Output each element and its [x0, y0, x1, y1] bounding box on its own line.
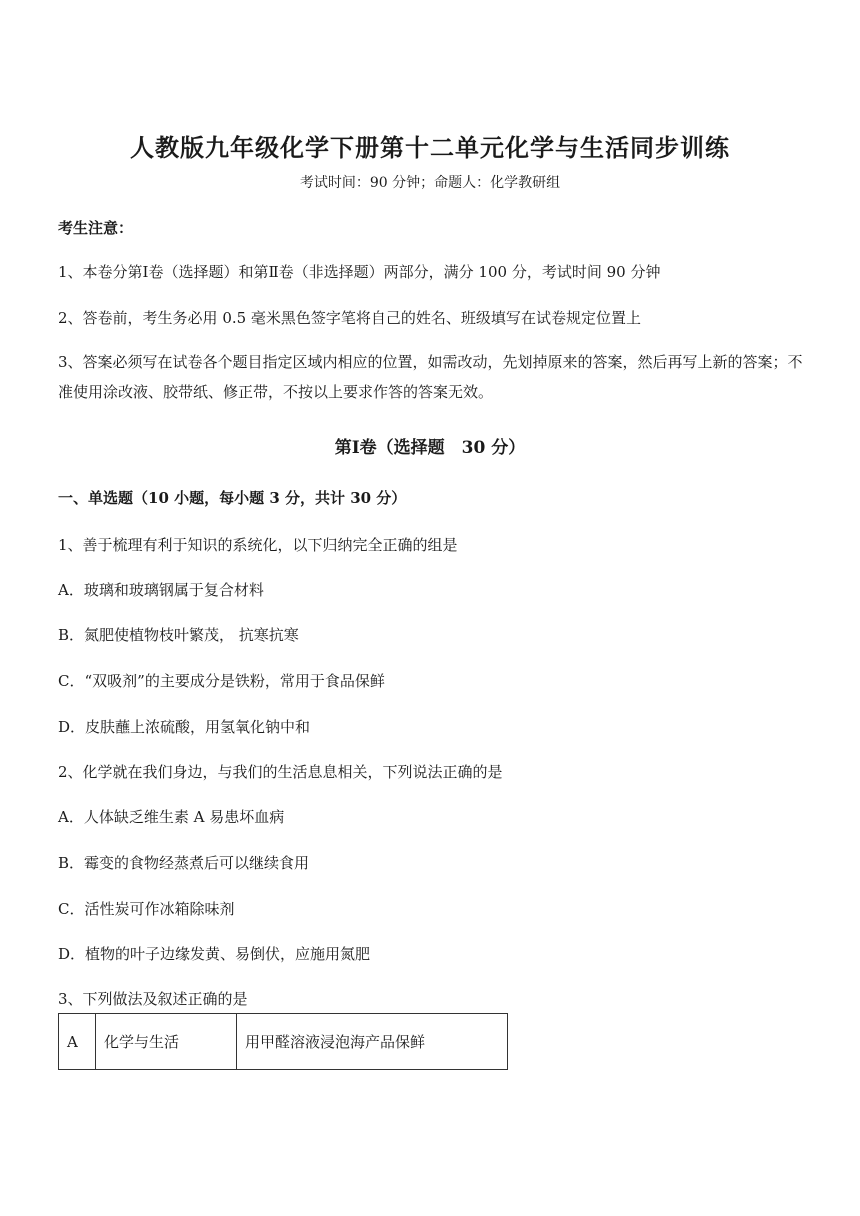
notice-item-1: 1、本卷分第Ⅰ卷（选择题）和第Ⅱ卷（非选择题）两部分，满分 100 分，考试时间 90 分钟 [58, 263, 661, 281]
table-cell: 用甲醛溶液浸泡海产品保鲜 [237, 1014, 508, 1070]
question-3-table [58, 1013, 508, 1070]
table-row [59, 1014, 508, 1070]
question-option: B．霉变的食物经蒸煮后可以继续食用 [58, 854, 310, 872]
notice-item-3: 3、答案必须写在试卷各个题目指定区域内相应的位置，如需改动，先划掉原来的答案，然后再写上新的答案；不准使用涂改液、胶带纸、修正带，不按以上要求作答的答案无效。 [58, 353, 803, 401]
question-option: C．“双吸剂”的主要成分是铁粉，常用于食品保鲜 [58, 672, 385, 690]
question-option: C．活性炭可作冰箱除味剂 [58, 900, 235, 918]
question-option: D．植物的叶子边缘发黄、易倒伏，应施用氮肥 [58, 945, 371, 963]
notice-item-2: 2、答卷前，考生务必用 0.5 毫米黑色签字笔将自己的姓名、班级填写在试卷规定位置上 [58, 309, 641, 327]
page-title: 人教版九年级化学下册第十二单元化学与生活同步训练 [130, 133, 730, 162]
section-title: 第Ⅰ卷（选择题 30 分） [334, 438, 526, 458]
exam-subtitle: 考试时间：90 分钟；命题人：化学教研组 [299, 175, 561, 191]
notice-heading: 考生注意： [58, 219, 134, 237]
question-option: A．玻璃和玻璃钢属于复合材料 [58, 581, 264, 599]
question-stem: 2、化学就在我们身边，与我们的生活息息相关，下列说法正确的是 [58, 763, 503, 781]
table-cell: A [59, 1014, 96, 1070]
part-heading: 一、单选题（10 小题，每小题 3 分，共计 30 分） [58, 489, 407, 507]
question-stem: 1、善于梳理有利于知识的系统化，以下归纳完全正确的组是 [58, 536, 458, 554]
table-cell: 化学与生活 [96, 1014, 237, 1070]
question-option: B．氮肥使植物枝叶繁茂， 抗寒抗寒 [58, 626, 299, 644]
question-option: A．人体缺乏维生素 A 易患坏血病 [58, 808, 285, 826]
question-option: D．皮肤蘸上浓硫酸，用氢氧化钠中和 [58, 718, 311, 736]
question-stem: 3、下列做法及叙述正确的是 [58, 990, 248, 1008]
